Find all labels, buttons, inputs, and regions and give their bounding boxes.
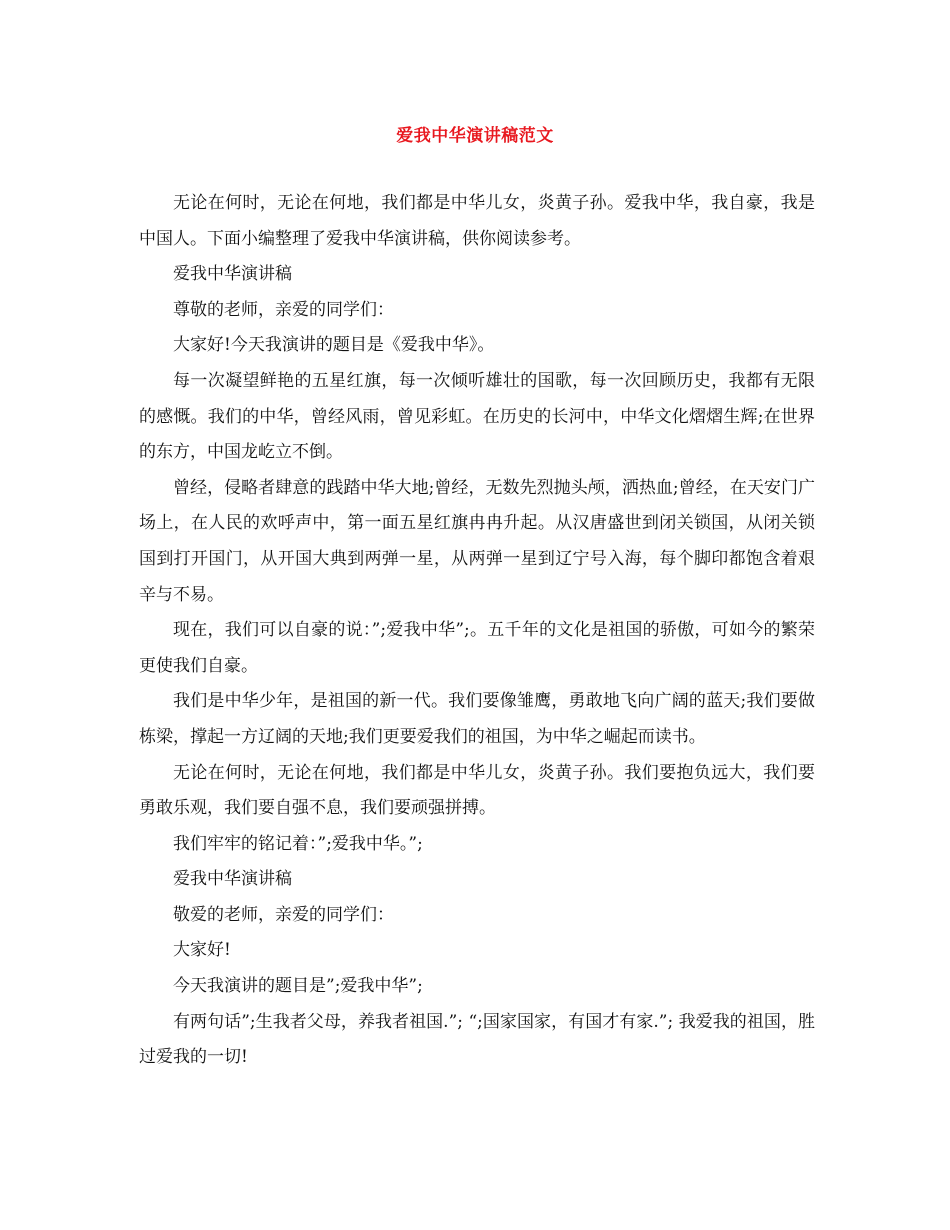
paragraph-greeting-2: 敬爱的老师，亲爱的同学们：	[173, 904, 394, 925]
paragraph-hello-1: 大家好!今天我演讲的题目是《爱我中华》。	[173, 335, 495, 356]
paragraph-body-5: 无论在何时，无论在何地，我们都是中华儿女，炎黄子孙。我们要抱负远大，我们要勇敢乐观，我们要自强不息，我们要顽强拼搏。	[139, 762, 815, 819]
paragraph-body-3: 现在，我们可以自豪的说：”;爱我中华”;。五千年的文化是祖国的骄傲，可如今的繁荣更使我们自豪。	[139, 620, 815, 676]
paragraph-heading-2: 爱我中华演讲稿	[173, 869, 292, 890]
paragraph-body-1: 每一次凝望鲜艳的五星红旗，每一次倾听雄壮的国歌，每一次回顾历史，我都有无限的感慨。我们的中华，曾经风雨，曾见彩虹。在历史的长河中，中华文化熠熠生辉;在世界的东方，中国龙屹立不倒。	[139, 370, 815, 463]
paragraph-greeting-1: 尊敬的老师，亲爱的同学们：	[173, 299, 394, 320]
document-body	[139, 186, 815, 1076]
paragraph-heading-1: 爱我中华演讲稿	[173, 264, 292, 285]
paragraph-body-6: 我们牢牢的铭记着：”;爱我中华。”;	[173, 833, 423, 854]
paragraph-topic-2: 今天我演讲的题目是”;爱我中华”;	[173, 976, 423, 997]
paragraph-body-7: 有两句话”;生我者父母，养我者祖国.”; “;国家国家，有国才有家.”; 我爱我的祖国，胜过爱我的一切!	[139, 1011, 815, 1068]
paragraph-hello-2: 大家好!	[173, 940, 231, 961]
paragraph-intro: 无论在何时，无论在何地，我们都是中华儿女，炎黄子孙。爱我中华，我自豪，我是中国人。下面小编整理了爱我中华演讲稿，供你阅读参考。	[139, 193, 815, 249]
paragraph-body-2: 曾经，侵略者肆意的践踏中华大地;曾经，无数先烈抛头颅，洒热血;曾经，在天安门广场上，在人民的欢呼声中，第一面五星红旗冉冉升起。从汉唐盛世到闭关锁国，从闭关锁国到打开国门，从开国大典到两弹一星，从两弹一星到辽宁号入海，每个脚印都饱含着艰辛与不易。	[139, 477, 815, 605]
document-title: 爱我中华演讲稿范文	[396, 126, 554, 146]
paragraph-body-4: 我们是中华少年，是祖国的新一代。我们要像雏鹰，勇敢地飞向广阔的蓝天;我们要做栋梁，撑起一方辽阔的天地;我们更要爱我们的祖国，为中华之崛起而读书。	[139, 691, 815, 747]
